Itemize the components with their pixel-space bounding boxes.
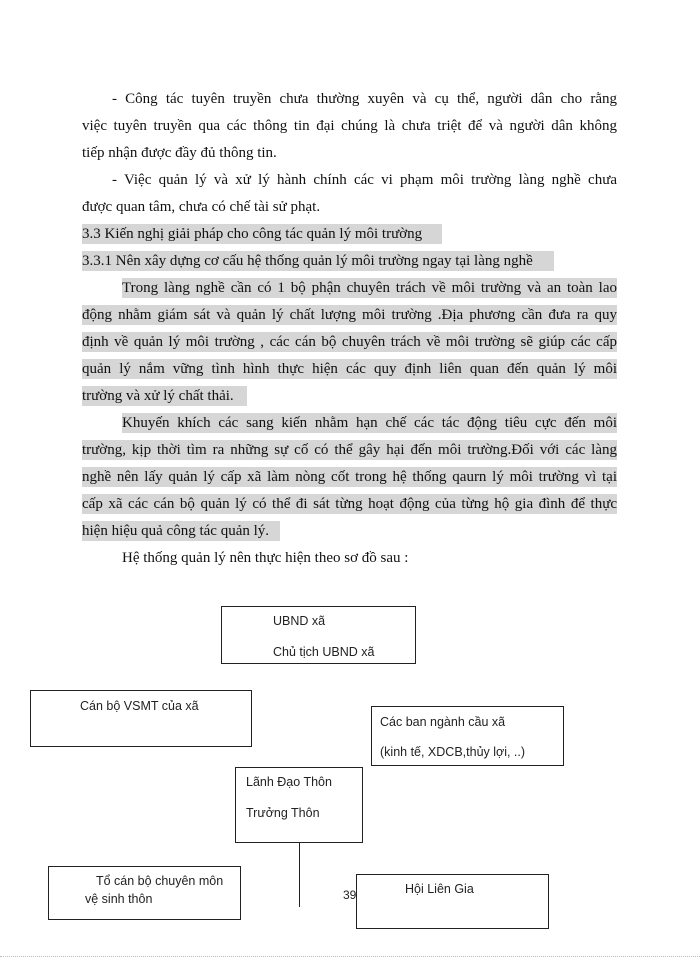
box-lanh-dao-line2: Trưởng Thôn	[246, 806, 320, 820]
bullet-line-2: - Việc quản lý và xử lý hành chính các vi phạm môi trường làng nghề chưa	[112, 172, 617, 188]
subsection-heading-3-3-1: 3.3.1 Nên xây dựng cơ cấu hệ thống quản lý môi trường ngay tại làng nghề	[82, 251, 554, 271]
paragraph-line: Khuyến khích các sang kiến nhằm hạn chế các tác động tiêu cực đến môi	[122, 415, 617, 431]
paragraph-line: trường, kịp thời tìm ra những sự cố có thể gây hại đến môi trường.Đối với các làng	[82, 442, 617, 458]
box-lanh-dao-thon	[235, 767, 363, 843]
box-to-can-bo-line1: Tổ cán bộ chuyên môn	[96, 874, 224, 888]
paragraph-line: định về quản lý môi trường , các cán bộ chuyên trách về môi trường sẽ giúp các cấp	[82, 334, 617, 350]
paragraph-line: việc tuyên truyền qua các thông tin đại chúng là chưa triệt để và người dân không	[82, 118, 617, 134]
paragraph-line: Trong làng nghề cần có 1 bộ phận chuyên trách về môi trường và an toàn lao	[122, 280, 617, 296]
paragraph-line: hiện hiệu quả công tác quản lý.	[82, 521, 280, 541]
page-bottom-border	[0, 956, 700, 957]
box-to-can-bo-line2: vệ sinh thôn	[85, 892, 153, 906]
box-vsmt-line1: Cán bộ VSMT của xã	[80, 699, 199, 713]
paragraph-line: động nhằm giám sát và quản lý chất lượng môi trường .Địa phương cần đưa ra quy	[82, 307, 617, 323]
paragraph-line: cấp xã các cán bộ quản lý có thể đi sát từng hoạt động của từng hộ gia đình để thực	[82, 496, 617, 512]
bullet-line-1: - Công tác tuyên truyền chưa thường xuyên và cụ thể, người dân cho rằng	[112, 91, 617, 107]
section-heading-3-3: 3.3 Kiến nghị giải pháp cho công tác quản lý môi trường	[82, 224, 442, 244]
box-can-bo-vsmt	[30, 690, 252, 747]
paragraph-line: tiếp nhận được đầy đủ thông tin.	[82, 145, 277, 161]
box-ban-nganh-line1: Các ban ngành cầu xã	[380, 715, 506, 729]
page-number: 39	[343, 888, 357, 902]
box-ban-nganh	[371, 706, 564, 766]
paragraph-line: nghề nên lấy quản lý cấp xã làm nòng cốt trong hệ thống qaurn lý môi trường vì tại	[82, 469, 617, 485]
box-to-can-bo	[48, 866, 241, 920]
box-ubnd-line1: UBND xã	[273, 614, 326, 628]
box-lanh-dao-line1: Lãnh Đạo Thôn	[246, 775, 332, 789]
box-hoi-lien-gia	[356, 874, 549, 929]
paragraph-line: quản lý nắm vững tình hình thực hiện các quy định liên quan đến quản lý môi	[82, 361, 617, 377]
box-ban-nganh-line2: (kinh tế, XDCB,thủy lợi, ..)	[380, 745, 526, 759]
diagram-intro: Hệ thống quản lý nên thực hiện theo sơ đồ sau :	[122, 550, 409, 566]
paragraph-line: trường và xử lý chất thải.	[82, 386, 247, 406]
box-ubnd-xa	[221, 606, 416, 664]
connector-line	[299, 843, 300, 907]
paragraph-line: được quan tâm, chưa có chế tài sử phạt.	[82, 199, 321, 215]
box-hoi-lien-gia-line1: Hội Liên Gia	[405, 882, 474, 896]
box-ubnd-line2: Chủ tịch UBND xã	[273, 645, 375, 659]
